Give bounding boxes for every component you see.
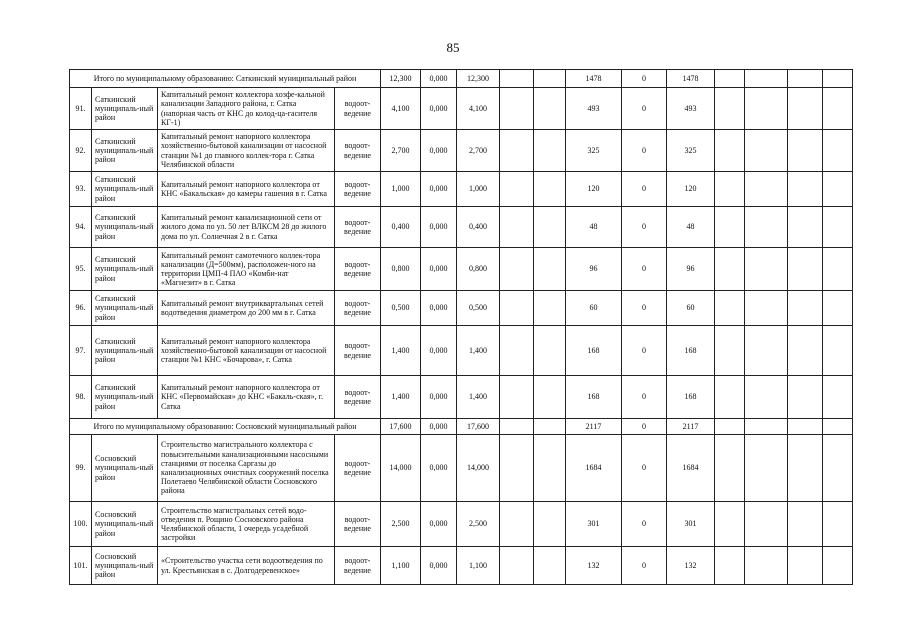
count-total: 48	[566, 207, 622, 248]
empty-cell	[500, 207, 534, 248]
count-subtotal: 2117	[667, 419, 715, 435]
empty-cell	[745, 547, 788, 585]
empty-cell	[715, 207, 745, 248]
count-subtotal: 1478	[667, 70, 715, 88]
count-subtotal: 96	[667, 248, 715, 291]
count-total: 168	[566, 326, 622, 376]
empty-cell	[788, 435, 823, 502]
empty-cell	[788, 248, 823, 291]
count-total: 168	[566, 376, 622, 419]
empty-cell	[788, 130, 823, 172]
empty-cell	[823, 88, 853, 130]
empty-cell	[534, 70, 566, 88]
project-name: Капитальный ремонт самотечного коллек-тора канализации (Д=500мм), расположен-ного на территории ЦМП-4 ПАО «Комби-нат «Магнезит» в г. Сатка	[158, 248, 335, 291]
empty-cell	[715, 502, 745, 547]
value-total: 0,400	[381, 207, 421, 248]
empty-cell	[788, 172, 823, 207]
empty-cell	[745, 172, 788, 207]
row-number: 97.	[70, 326, 92, 376]
district-cell: Саткинский муниципаль-ный район	[92, 130, 158, 172]
empty-cell	[500, 70, 534, 88]
empty-cell	[534, 172, 566, 207]
value-secondary: 0,000	[421, 207, 457, 248]
project-name: Капитальный ремонт напорного коллектора от КНС «Бакальская» до камеры гашения в г. Сатка	[158, 172, 335, 207]
count-subtotal: 1684	[667, 435, 715, 502]
empty-cell	[500, 248, 534, 291]
count-total: 1684	[566, 435, 622, 502]
value-total: 0,500	[381, 291, 421, 326]
value-secondary: 0,000	[421, 547, 457, 585]
value-total: 1,000	[381, 172, 421, 207]
value-subtotal: 0,800	[457, 248, 500, 291]
value-secondary: 0,000	[421, 419, 457, 435]
empty-cell	[788, 70, 823, 88]
empty-cell	[823, 547, 853, 585]
row-number: 99.	[70, 435, 92, 502]
row-number: 91.	[70, 88, 92, 130]
table-row	[70, 376, 853, 419]
empty-cell	[788, 88, 823, 130]
row-number: 100.	[70, 502, 92, 547]
empty-cell	[788, 207, 823, 248]
count-total: 1478	[566, 70, 622, 88]
district-cell: Сосновский муниципаль-ный район	[92, 435, 158, 502]
value-subtotal: 0,500	[457, 291, 500, 326]
value-total: 12,300	[381, 70, 421, 88]
empty-cell	[788, 419, 823, 435]
empty-cell	[715, 326, 745, 376]
value-subtotal: 1,100	[457, 547, 500, 585]
count-subtotal: 60	[667, 291, 715, 326]
row-number: 96.	[70, 291, 92, 326]
empty-cell	[745, 88, 788, 130]
empty-cell	[715, 419, 745, 435]
value-subtotal: 2,700	[457, 130, 500, 172]
count-secondary: 0	[622, 172, 667, 207]
count-secondary: 0	[622, 70, 667, 88]
count-subtotal: 168	[667, 326, 715, 376]
count-total: 132	[566, 547, 622, 585]
count-total: 325	[566, 130, 622, 172]
empty-cell	[823, 248, 853, 291]
value-total: 1,100	[381, 547, 421, 585]
empty-cell	[823, 376, 853, 419]
value-total: 1,400	[381, 376, 421, 419]
row-number: 92.	[70, 130, 92, 172]
table-row	[70, 291, 853, 326]
value-secondary: 0,000	[421, 376, 457, 419]
value-total: 2,700	[381, 130, 421, 172]
count-subtotal: 301	[667, 502, 715, 547]
table-row	[70, 547, 853, 585]
count-secondary: 0	[622, 547, 667, 585]
count-total: 493	[566, 88, 622, 130]
row-number: 101.	[70, 547, 92, 585]
empty-cell	[534, 291, 566, 326]
empty-cell	[745, 326, 788, 376]
empty-cell	[823, 207, 853, 248]
row-number: 93.	[70, 172, 92, 207]
value-secondary: 0,000	[421, 70, 457, 88]
empty-cell	[715, 70, 745, 88]
count-subtotal: 132	[667, 547, 715, 585]
table-row	[70, 207, 853, 248]
service-type: водоот-ведение	[335, 88, 381, 130]
empty-cell	[823, 291, 853, 326]
district-cell: Саткинский муниципаль-ный район	[92, 88, 158, 130]
empty-cell	[534, 130, 566, 172]
count-subtotal: 120	[667, 172, 715, 207]
count-secondary: 0	[622, 376, 667, 419]
count-total: 60	[566, 291, 622, 326]
empty-cell	[788, 376, 823, 419]
count-secondary: 0	[622, 326, 667, 376]
service-type: водоот-ведение	[335, 130, 381, 172]
service-type: водоот-ведение	[335, 291, 381, 326]
project-name: Капитальный ремонт напорного коллектора хозяйственно-бытовой канализации от насосной станции №1 до главного коллек-тора г. Сатка Челябинской области	[158, 130, 335, 172]
district-cell: Саткинский муниципаль-ный район	[92, 326, 158, 376]
empty-cell	[715, 435, 745, 502]
empty-cell	[788, 326, 823, 376]
table-row	[70, 435, 853, 502]
service-type: водоот-ведение	[335, 172, 381, 207]
empty-cell	[745, 291, 788, 326]
empty-cell	[745, 419, 788, 435]
empty-cell	[823, 502, 853, 547]
value-subtotal: 1,400	[457, 376, 500, 419]
empty-cell	[823, 70, 853, 88]
count-subtotal: 48	[667, 207, 715, 248]
empty-cell	[500, 326, 534, 376]
empty-cell	[745, 207, 788, 248]
table-row	[70, 88, 853, 130]
empty-cell	[823, 130, 853, 172]
page-number: 85	[446, 40, 460, 55]
table-body	[70, 70, 853, 585]
empty-cell	[823, 326, 853, 376]
empty-cell	[500, 435, 534, 502]
empty-cell	[534, 207, 566, 248]
total-row	[70, 419, 853, 435]
count-secondary: 0	[622, 419, 667, 435]
value-secondary: 0,000	[421, 248, 457, 291]
value-secondary: 0,000	[421, 130, 457, 172]
value-subtotal: 2,500	[457, 502, 500, 547]
district-cell: Саткинский муниципаль-ный район	[92, 248, 158, 291]
empty-cell	[500, 419, 534, 435]
value-total: 17,600	[381, 419, 421, 435]
empty-cell	[534, 419, 566, 435]
value-secondary: 0,000	[421, 502, 457, 547]
value-subtotal: 1,400	[457, 326, 500, 376]
project-name: Строительство магистральных сетей водо-отведения п. Рощино Сосновского района Челябинской области, 1 очередь усадебной застройки	[158, 502, 335, 547]
district-cell: Саткинский муниципаль-ный район	[92, 291, 158, 326]
row-number: 94.	[70, 207, 92, 248]
service-type: водоот-ведение	[335, 376, 381, 419]
count-subtotal: 493	[667, 88, 715, 130]
empty-cell	[500, 502, 534, 547]
empty-cell	[715, 130, 745, 172]
empty-cell	[745, 502, 788, 547]
count-subtotal: 168	[667, 376, 715, 419]
empty-cell	[823, 435, 853, 502]
value-total: 1,400	[381, 326, 421, 376]
empty-cell	[745, 130, 788, 172]
empty-cell	[500, 547, 534, 585]
district-cell: Саткинский муниципаль-ный район	[92, 172, 158, 207]
value-subtotal: 4,100	[457, 88, 500, 130]
value-subtotal: 12,300	[457, 70, 500, 88]
empty-cell	[534, 435, 566, 502]
value-subtotal: 14,000	[457, 435, 500, 502]
empty-cell	[500, 172, 534, 207]
total-row	[70, 70, 853, 88]
service-type: водоот-ведение	[335, 547, 381, 585]
value-subtotal: 17,600	[457, 419, 500, 435]
service-type: водоот-ведение	[335, 502, 381, 547]
empty-cell	[500, 291, 534, 326]
value-subtotal: 1,000	[457, 172, 500, 207]
service-type: водоот-ведение	[335, 248, 381, 291]
project-name: «Строительство участка сети водоотведения по ул. Крестьянская в с. Долгодеревенское»	[158, 547, 335, 585]
count-secondary: 0	[622, 88, 667, 130]
value-total: 14,000	[381, 435, 421, 502]
value-total: 2,500	[381, 502, 421, 547]
empty-cell	[534, 88, 566, 130]
service-type: водоот-ведение	[335, 435, 381, 502]
empty-cell	[823, 419, 853, 435]
count-total: 96	[566, 248, 622, 291]
table-row	[70, 172, 853, 207]
count-total: 301	[566, 502, 622, 547]
empty-cell	[745, 70, 788, 88]
count-secondary: 0	[622, 435, 667, 502]
empty-cell	[715, 88, 745, 130]
district-cell: Саткинский муниципаль-ный район	[92, 376, 158, 419]
district-cell: Сосновский муниципаль-ный район	[92, 547, 158, 585]
empty-cell	[500, 130, 534, 172]
empty-cell	[788, 291, 823, 326]
value-secondary: 0,000	[421, 435, 457, 502]
empty-cell	[788, 547, 823, 585]
table-row	[70, 248, 853, 291]
value-total: 0,800	[381, 248, 421, 291]
project-name: Капитальный ремонт коллектора хозфе-кальной канализации Западного района, г. Сатка (напорная часть от КНС до колод-ца-гасителя КГ-1)	[158, 88, 335, 130]
empty-cell	[534, 326, 566, 376]
count-secondary: 0	[622, 248, 667, 291]
count-secondary: 0	[622, 502, 667, 547]
project-name: Капитальный ремонт напорного коллектора от КНС «Первомайская» до КНС «Бакаль-ская», г. Сатка	[158, 376, 335, 419]
empty-cell	[534, 376, 566, 419]
empty-cell	[715, 291, 745, 326]
empty-cell	[745, 376, 788, 419]
table-row	[70, 502, 853, 547]
count-subtotal: 325	[667, 130, 715, 172]
count-secondary: 0	[622, 130, 667, 172]
service-type: водоот-ведение	[335, 207, 381, 248]
empty-cell	[715, 547, 745, 585]
value-secondary: 0,000	[421, 291, 457, 326]
empty-cell	[788, 502, 823, 547]
district-cell: Сосновский муниципаль-ный район	[92, 502, 158, 547]
row-number: 95.	[70, 248, 92, 291]
project-name: Строительство магистрального коллектора с повысительными канализационными насосными станциями от поселка Саргазы до канализационных очистных сооружений поселка Полетаево Челябинской области Сосновского района	[158, 435, 335, 502]
value-secondary: 0,000	[421, 88, 457, 130]
count-total: 2117	[566, 419, 622, 435]
empty-cell	[715, 376, 745, 419]
value-subtotal: 0,400	[457, 207, 500, 248]
project-name: Капитальный ремонт внутриквартальных сетей водотведения диаметром до 200 мм в г. Сатка	[158, 291, 335, 326]
table-row	[70, 326, 853, 376]
value-total: 4,100	[381, 88, 421, 130]
data-table	[69, 69, 853, 585]
count-secondary: 0	[622, 291, 667, 326]
empty-cell	[500, 88, 534, 130]
empty-cell	[715, 172, 745, 207]
service-type: водоот-ведение	[335, 326, 381, 376]
empty-cell	[534, 502, 566, 547]
empty-cell	[500, 376, 534, 419]
value-secondary: 0,000	[421, 172, 457, 207]
count-secondary: 0	[622, 207, 667, 248]
empty-cell	[534, 248, 566, 291]
empty-cell	[534, 547, 566, 585]
empty-cell	[823, 172, 853, 207]
table-row	[70, 130, 853, 172]
empty-cell	[715, 248, 745, 291]
project-name: Капитальный ремонт напорного коллектора хозяйственно-бытовой канализации от насосной станции №1 КНС «Бочарова», г. Сатка	[158, 326, 335, 376]
total-label: Итого по муниципальному образованию: Саткинский муниципальный район	[70, 70, 381, 88]
project-name: Капитальный ремонт канализационной сети от жилого дома по ул. 50 лет ВЛКСМ 28 до жилого дома по ул. Солнечная 2 в г. Сатка	[158, 207, 335, 248]
count-total: 120	[566, 172, 622, 207]
district-cell: Саткинский муниципаль-ный район	[92, 207, 158, 248]
row-number: 98.	[70, 376, 92, 419]
total-label: Итого по муниципальному образованию: Сосновский муниципальный район	[70, 419, 381, 435]
empty-cell	[745, 435, 788, 502]
empty-cell	[745, 248, 788, 291]
value-secondary: 0,000	[421, 326, 457, 376]
